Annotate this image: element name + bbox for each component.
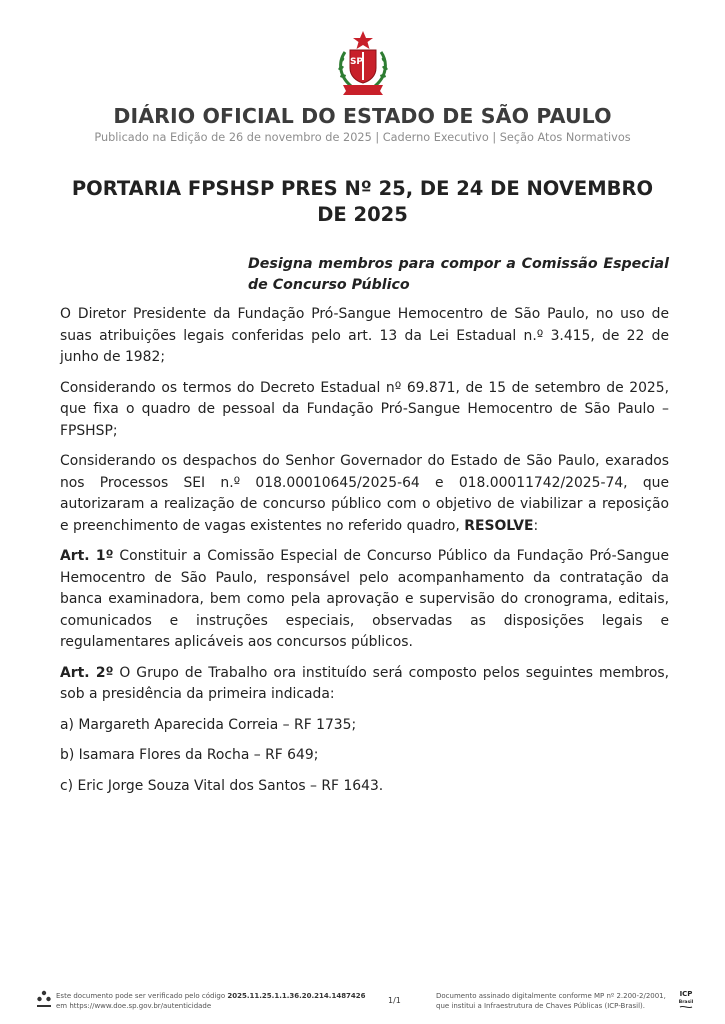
member-item: a) Margareth Aparecida Correia – RF 1735; xyxy=(60,716,357,733)
preamble-paragraph: O Diretor Presidente da Fundação Pró-Sangue Hemocentro de São Paulo, no uso de suas atribuições legais conferidas pelo art. 13 da Lei Estadual n.º 3.415, de 22 de junho de 1982; xyxy=(60,306,669,365)
signature-note xyxy=(436,991,676,1011)
considerando-2-text: Considerando os despachos do Senhor Governador do Estado de São Paulo, exarados nos Processos SEI n.º 018.00010645/2025-64 e 018.00011742/2025-74, que autorizaram a realização de concurso público com o objetivo de viabilizar a reposição e preenchimento de vagas existentes no referido quadro, xyxy=(60,453,669,534)
considerando-paragraph-1: Considerando os termos do Decreto Estadual nº 69.871, de 15 de setembro de 2025, que fixa o quadro de pessoal da Fundação Pró-Sangue Hemocentro de São Paulo – FPSHSP; xyxy=(60,379,669,439)
svg-text:Brasil: Brasil xyxy=(678,1000,694,1005)
member-item: b) Isamara Flores da Rocha – RF 649; xyxy=(60,747,319,763)
sao-paulo-coat-of-arms-icon xyxy=(335,30,391,96)
prodesp-logo-icon xyxy=(36,989,52,1009)
resolve-keyword: RESOLVE xyxy=(464,517,534,534)
member-item: c) Eric Jorge Souza Vital dos Santos – RF 1643. xyxy=(60,777,384,794)
edition-info: Publicado na Edição de 26 de novembro de 2025 | Caderno Executivo | Seção Atos Normativos xyxy=(94,131,631,144)
article-1 xyxy=(60,546,669,654)
verification-prefix: Este documento pode ser verificado pelo código xyxy=(56,992,228,1000)
svg-text:ICP: ICP xyxy=(679,990,693,998)
page-footer xyxy=(36,986,696,1014)
article-1-label: Art. 1º xyxy=(60,548,114,564)
signature-line-1: Documento assinado digitalmente conforme MP nº 2.200-2/2001, xyxy=(436,992,666,1000)
ordinance-title: PORTARIA FPSHSP PRES Nº 25, DE 24 DE NOVEMBRO DE 2025 xyxy=(71,177,654,226)
verification-code: 2025.11.25.1.1.36.20.214.1487426 xyxy=(227,992,366,1000)
resolve-colon: : xyxy=(533,517,539,534)
crest-letters: SP xyxy=(349,57,364,67)
considerando-paragraph-2 xyxy=(60,451,669,537)
signature-line-2: que institui a Infraestrutura de Chaves Públicas (ICP-Brasil). xyxy=(436,1002,645,1010)
ordinance-summary: Designa membros para compor a Comissão Especial de Concurso Público xyxy=(248,256,669,293)
article-1-text: Constituir a Comissão Especial de Concurso Público da Fundação Pró-Sangue Hemocentro de São Paulo, responsável pelo acompanhamento da contratação da banca examinadora, bem como pela aprovação e supervisão do cronograma, editais, comunicados e instruções especiais, observadas as disposições legais e regulamentares aplicáveis aos concursos públicos. xyxy=(60,548,669,650)
article-2-text: O Grupo de Trabalho ora instituído será composto pelos seguintes membros, sob a presidência da primeira indicada: xyxy=(60,664,669,702)
verification-url[interactable]: em https://www.doe.sp.gov.br/autenticidade xyxy=(56,1002,212,1010)
ordinance-body xyxy=(60,304,669,806)
verification-note xyxy=(56,991,396,1011)
page-number: 1/1 xyxy=(388,996,401,1005)
journal-title: DIÁRIO OFICIAL DO ESTADO DE SÃO PAULO xyxy=(113,104,612,128)
article-2 xyxy=(60,663,669,706)
icp-brasil-logo-icon xyxy=(676,988,696,1012)
article-2-label: Art. 2º xyxy=(60,664,114,681)
